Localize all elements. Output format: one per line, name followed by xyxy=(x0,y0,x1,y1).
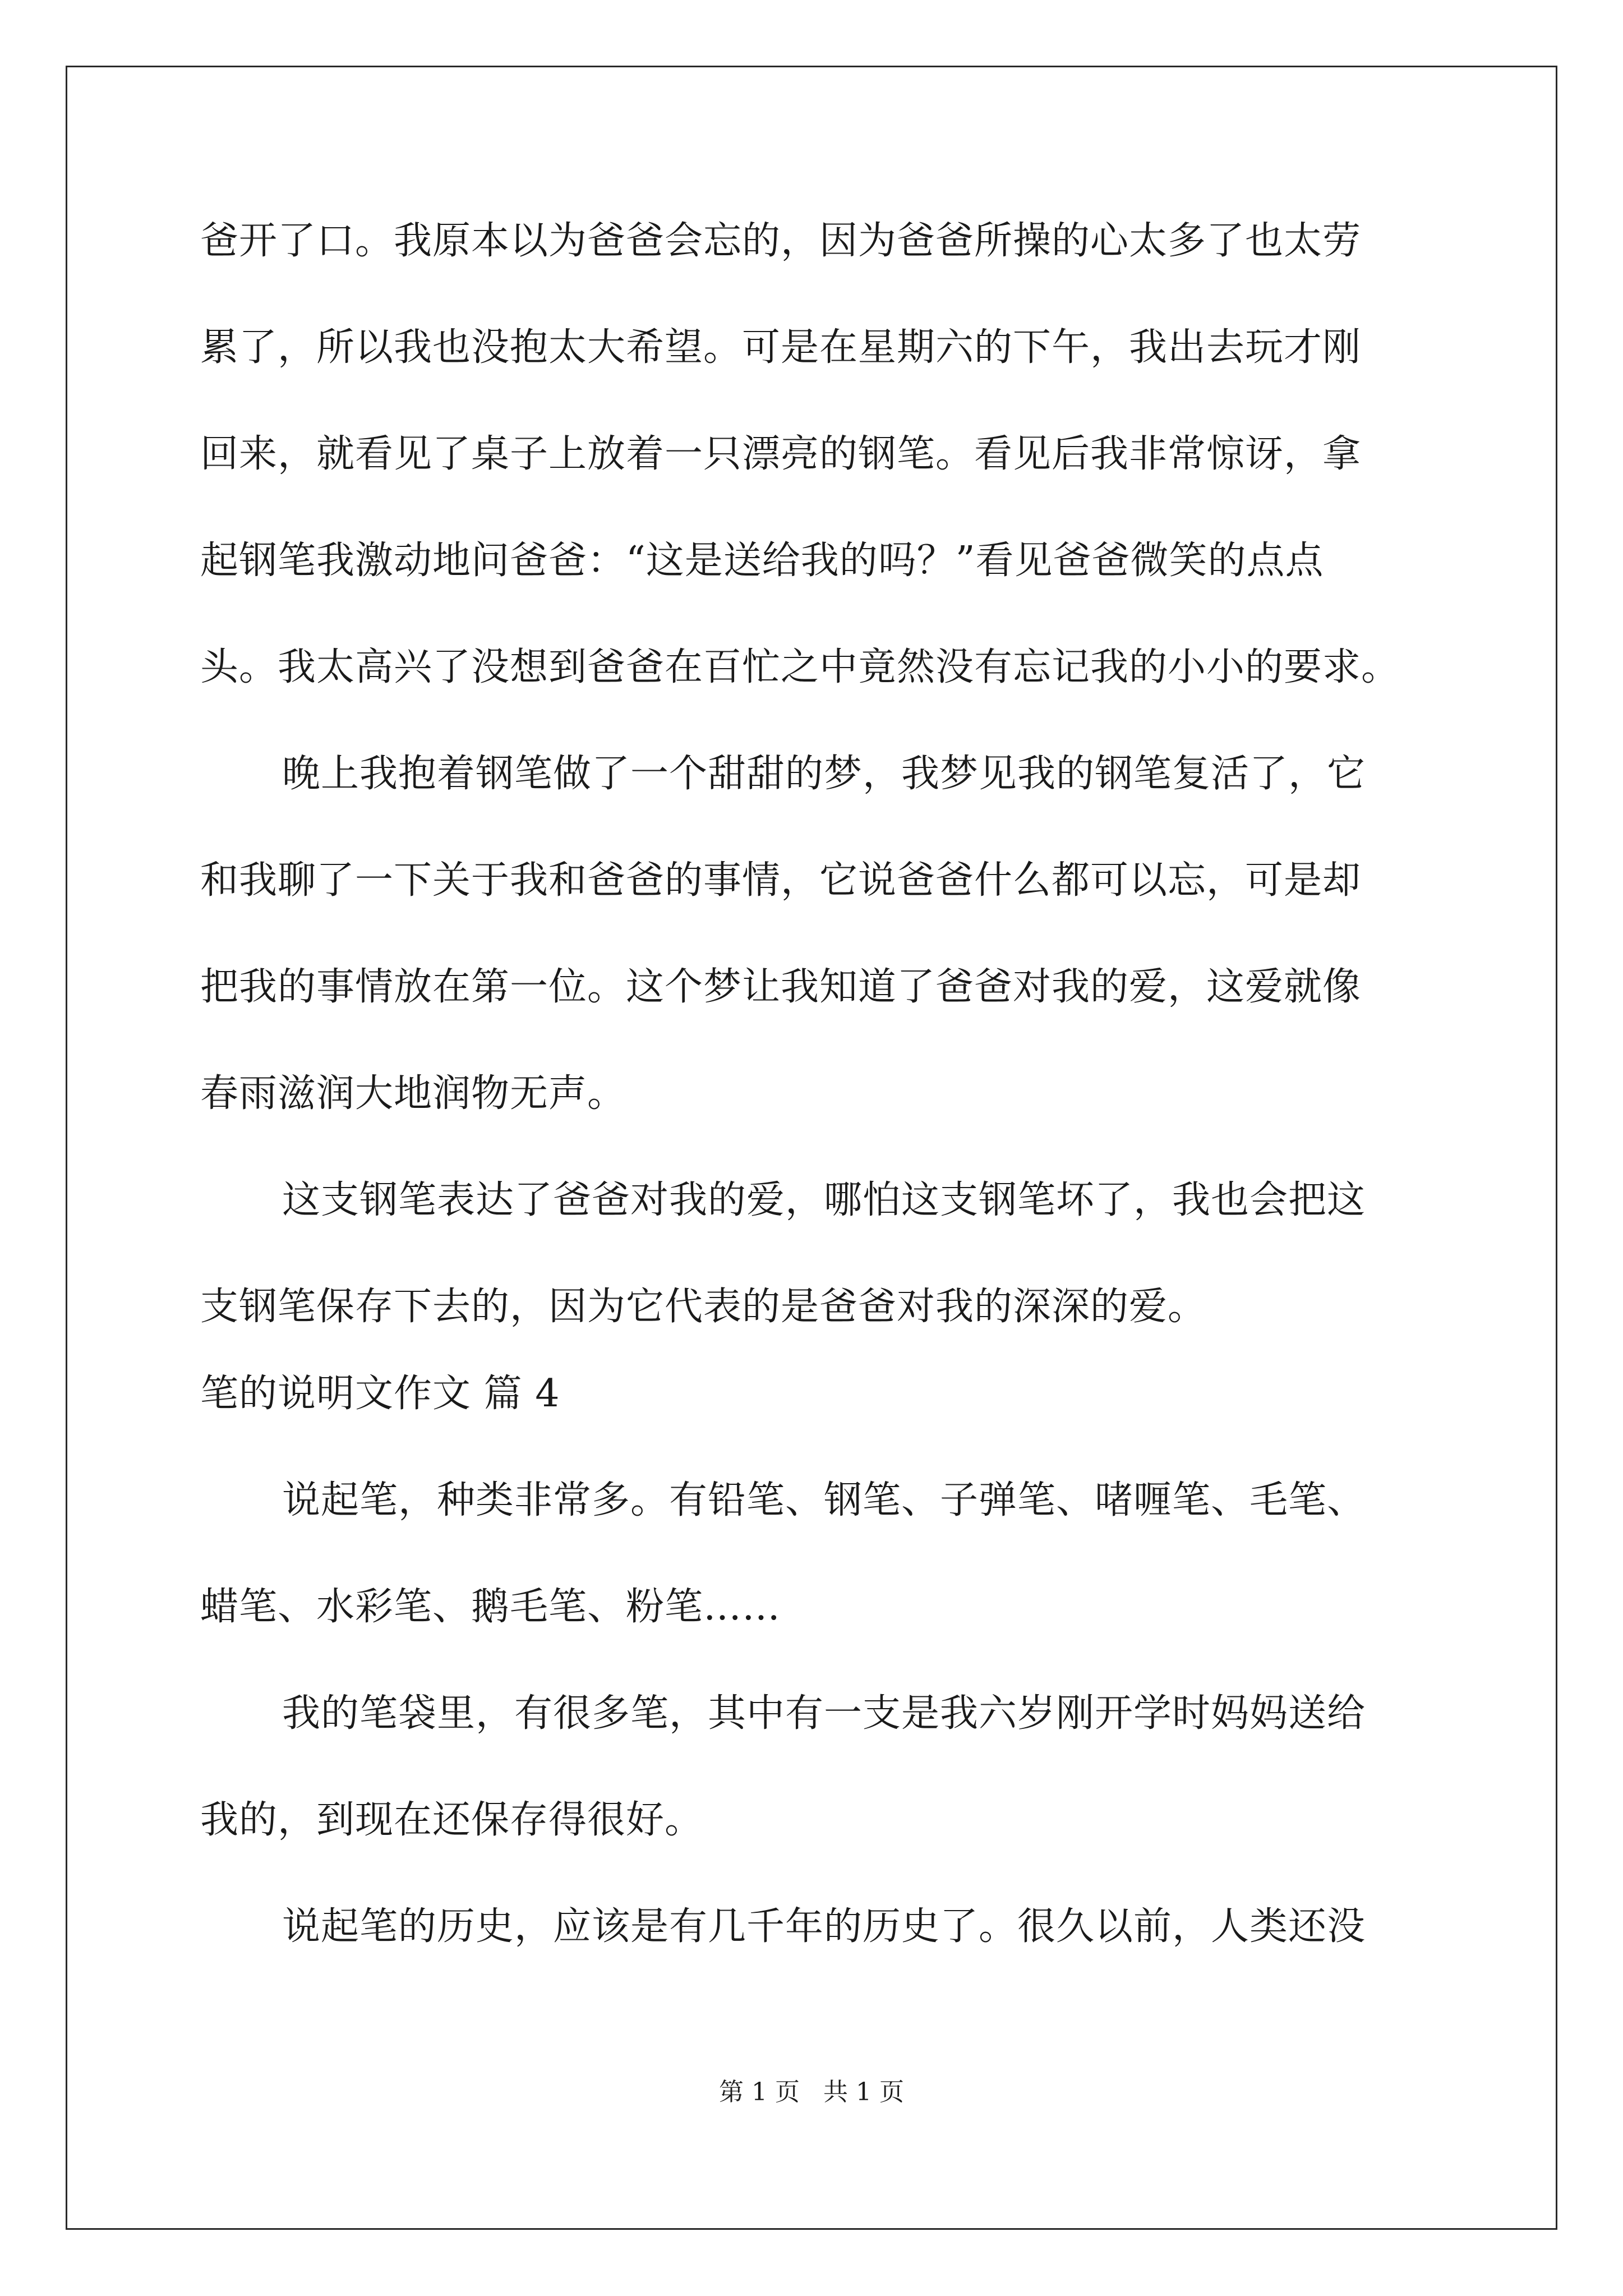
paragraph-first-line: 我的笔袋里，有很多笔，其中有一支是我六岁刚开学时妈妈送给 xyxy=(282,1691,1366,1736)
text-line: 起钢笔我激动地问爸爸：“这是送给我的吗？”看见爸爸微笑的点点 xyxy=(200,539,1324,583)
text-line: 累了，所以我也没抱太大希望。可是在星期六的下午，我出去玩才刚 xyxy=(200,325,1362,370)
text-line: 和我聊了一下关于我和爸爸的事情，它说爸爸什么都可以忘，可是却 xyxy=(200,858,1362,903)
text-line: 回来，就看见了桌子上放着一只漂亮的钢笔。看见后我非常惊讶，拿 xyxy=(200,432,1362,476)
text-line: 我的，到现在还保存得很好。 xyxy=(200,1798,704,1842)
page-number-footer: 第 1 页 共 1 页 xyxy=(719,2078,904,2106)
text-line: 支钢笔保存下去的，因为它代表的是爸爸对我的深深的爱。 xyxy=(200,1285,1207,1329)
text-line: 把我的事情放在第一位。这个梦让我知道了爸爸对我的爱，这爱就像 xyxy=(200,965,1362,1009)
paragraph-first-line: 说起笔，种类非常多。有铅笔、钢笔、子弹笔、啫喱笔、毛笔、 xyxy=(282,1478,1366,1522)
paragraph-first-line: 晚上我抱着钢笔做了一个甜甜的梦，我梦见我的钢笔复活了，它 xyxy=(282,752,1366,796)
text-line: 头。我太高兴了没想到爸爸在百忙之中竟然没有忘记我的小小的要求。 xyxy=(200,645,1400,689)
text-line: 蜡笔、水彩笔、鹅毛笔、粉笔…… xyxy=(200,1585,781,1629)
section-heading: 笔的说明文作文 篇 4 xyxy=(200,1372,560,1416)
paragraph-first-line: 说起笔的历史，应该是有几千年的历史了。很久以前，人类还没 xyxy=(282,1904,1366,1949)
text-line: 春雨滋润大地润物无声。 xyxy=(200,1071,626,1116)
text-line: 爸开了口。我原本以为爸爸会忘的，因为爸爸所操的心太多了也太劳 xyxy=(200,219,1362,263)
paragraph-first-line: 这支钢笔表达了爸爸对我的爱，哪怕这支钢笔坏了，我也会把这 xyxy=(282,1178,1366,1222)
